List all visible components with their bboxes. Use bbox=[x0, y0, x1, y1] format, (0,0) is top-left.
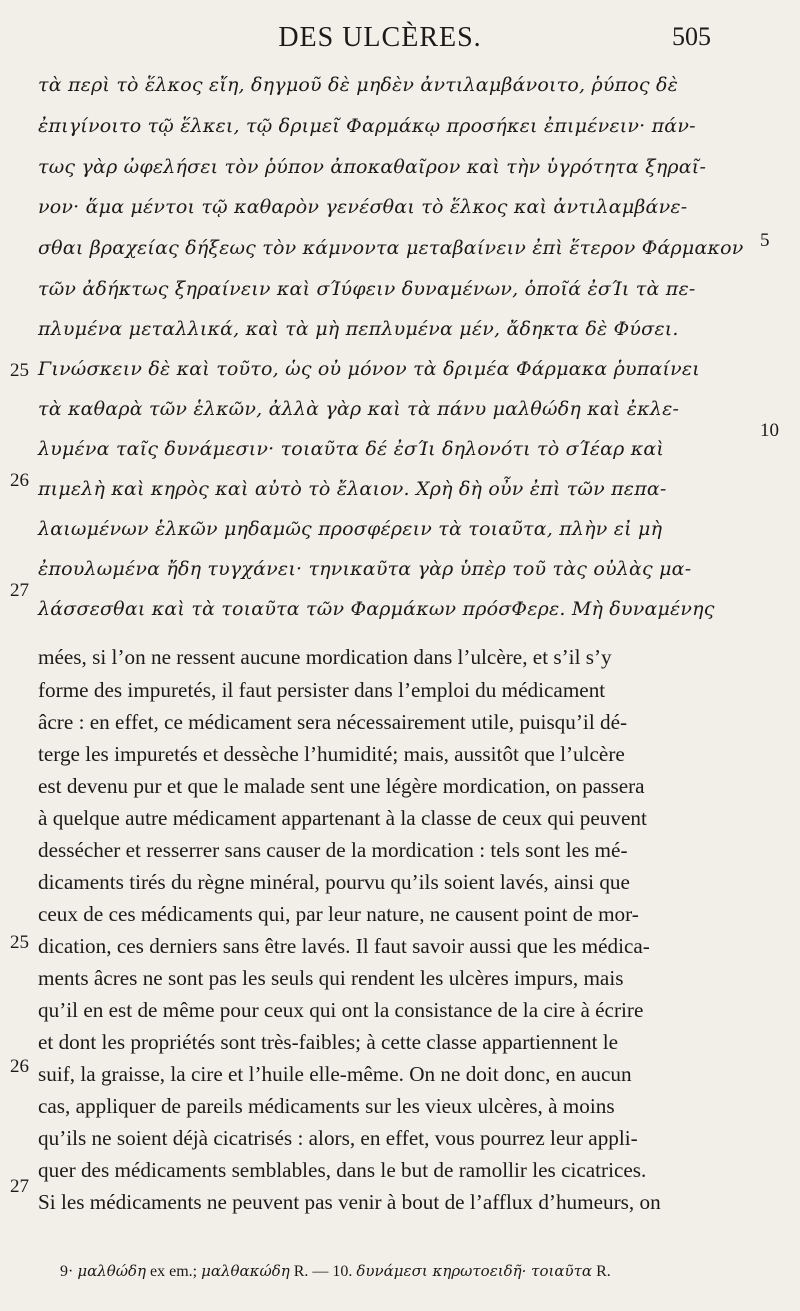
line-marker: 27 bbox=[10, 1176, 29, 1197]
line-marker: 25 bbox=[10, 932, 29, 953]
footnote-ref: R. bbox=[596, 1263, 611, 1280]
french-line: dessécher et resserrer sans causer de la mordication : tels sont les mé- bbox=[38, 838, 628, 862]
greek-line: ἐπιγίνοιτο τῷ ἕλκει, τῷ δριμεῖ Φαρμάκῳ προσήκει ἐπιμένειν· πάν- bbox=[38, 115, 696, 137]
footnote-text: ex em.; bbox=[150, 1263, 198, 1280]
french-line: forme des impuretés, il faut persister dans l’emploi du médicament bbox=[38, 678, 606, 702]
footnote-greek: μαλθώδη bbox=[77, 1262, 146, 1280]
footnote-greek: μαλθακώδη bbox=[201, 1262, 290, 1280]
greek-line: νον· ἅμα μέντοι τῷ καθαρὸν γενέσθαι τὸ ἕλκος καὶ ἀντιλαμβάνε- bbox=[38, 196, 688, 218]
page-number: 505 bbox=[672, 22, 711, 51]
line-marker: 25 bbox=[10, 360, 29, 381]
greek-line: τως γὰρ ὠφελήσει τὸν ῥύπον ἀποκαθαῖρον καὶ τὴν ὑγρότητα ξηραῖ- bbox=[38, 156, 707, 178]
footnote-number: 10. bbox=[332, 1263, 353, 1280]
greek-line: τὰ περὶ τὸ ἕλκος εἴη, δηγμοῦ δὲ μηδὲν ἀντιλαμβάνοιτο, ῥύπος δὲ bbox=[38, 74, 679, 96]
french-line: ceux de ces médicaments qui, par leur nature, ne causent point de mor- bbox=[38, 902, 639, 926]
greek-line: λαιωμένων ἑλκῶν μηδαμῶς προσφέρειν τὰ τοιαῦτα, πλὴν εἰ μὴ bbox=[38, 518, 663, 540]
footnote-ref: R. — bbox=[293, 1263, 329, 1280]
greek-line: πιμελὴ καὶ κηρὸς καὶ αὐτὸ τὸ ἔλαιον. Χρὴ δὴ οὖν ἐπὶ τῶν πεπα- bbox=[38, 478, 667, 500]
greek-line: τῶν ἀδήκτως ξηραίνειν καὶ σΊύφειν δυναμένων, ὁποῖά ἐσΊι τὰ πε- bbox=[38, 278, 696, 300]
french-line: est devenu pur et que le malade sent une légère mordication, on passera bbox=[38, 774, 645, 798]
french-line: ments âcres ne sont pas les seuls qui rendent les ulcères impurs, mais bbox=[38, 966, 624, 990]
footnote-number: 9· bbox=[60, 1263, 74, 1280]
greek-line: πλυμένα μεταλλικά, καὶ τὰ μὴ πεπλυμένα μέν, ἄδηκτα δὲ Φύσει. bbox=[38, 318, 679, 340]
greek-line: λάσσεσθαι καὶ τὰ τοιαῦτα τῶν Φαρμάκων πρόσΦερε. Μὴ δυναμένης bbox=[38, 598, 715, 620]
greek-line: Γινώσκειν δὲ καὶ τοῦτο, ὡς οὐ μόνον τὰ δριμέα Φάρμακα ῥυπαίνει bbox=[38, 358, 700, 380]
french-line: cas, appliquer de pareils médicaments sur les vieux ulcères, à moins bbox=[38, 1094, 615, 1118]
footnote-greek: δυνάμεσι κηρωτοειδῆ· τοιαῦτα bbox=[356, 1262, 593, 1280]
greek-line: τὰ καθαρὰ τῶν ἑλκῶν, ἀλλὰ γὰρ καὶ τὰ πάνυ μαλθώδη καὶ ἐκλε- bbox=[38, 398, 680, 420]
french-line: âcre : en effet, ce médicament sera nécessairement utile, puisqu’il dé- bbox=[38, 710, 628, 734]
french-line: terge les impuretés et dessèche l’humidité; mais, aussitôt que l’ulcère bbox=[38, 742, 625, 766]
french-line: dication, ces derniers sans être lavés. Il faut savoir aussi que les médica- bbox=[38, 934, 650, 958]
french-line: à quelque autre médicament appartenant à la classe de ceux qui peuvent bbox=[38, 806, 647, 830]
french-line: qu’il en est de même pour ceux qui ont la consistance de la cire à écrire bbox=[38, 998, 644, 1022]
greek-line: λυμένα ταῖς δυνάμεσιν· τοιαῦτα δέ ἐσΊι δηλονότι τὸ σΊέαρ καὶ bbox=[38, 438, 665, 460]
french-line: Si les médicaments ne peuvent pas venir à bout de l’afflux d’humeurs, on bbox=[38, 1190, 661, 1214]
french-line: dicaments tirés du règne minéral, pourvu qu’ils soient lavés, ainsi que bbox=[38, 870, 630, 894]
greek-line: ἐπουλωμένα ἤδη τυγχάνει· τηνικαῦτα γὰρ ὑπὲρ τοῦ τὰς οὐλὰς μα- bbox=[38, 558, 692, 580]
line-marker: 10 bbox=[760, 420, 779, 441]
french-line: et dont les propriétés sont très-faibles; à cette classe appartiennent le bbox=[38, 1030, 619, 1054]
line-marker: 26 bbox=[10, 470, 29, 491]
line-marker: 5 bbox=[760, 230, 770, 251]
greek-line: σθαι βραχείας δήξεως τὸν κάμνοντα μεταβαίνειν ἐπὶ ἕτερον Φάρμακον bbox=[38, 237, 744, 259]
french-line: suif, la graisse, la cire et l’huile elle-même. On ne doit donc, en aucun bbox=[38, 1062, 632, 1086]
line-marker: 26 bbox=[10, 1056, 29, 1077]
running-title: DES ULCÈRES. bbox=[278, 22, 482, 53]
footnote bbox=[60, 1262, 611, 1281]
line-marker: 27 bbox=[10, 580, 29, 601]
french-line: quer des médicaments semblables, dans le but de ramollir les cicatrices. bbox=[38, 1158, 647, 1182]
french-line: mées, si l’on ne ressent aucune mordication dans l’ulcère, et s’il s’y bbox=[38, 645, 612, 669]
french-line: qu’ils ne soient déjà cicatrisés : alors, en effet, vous pourrez leur appli- bbox=[38, 1126, 638, 1150]
